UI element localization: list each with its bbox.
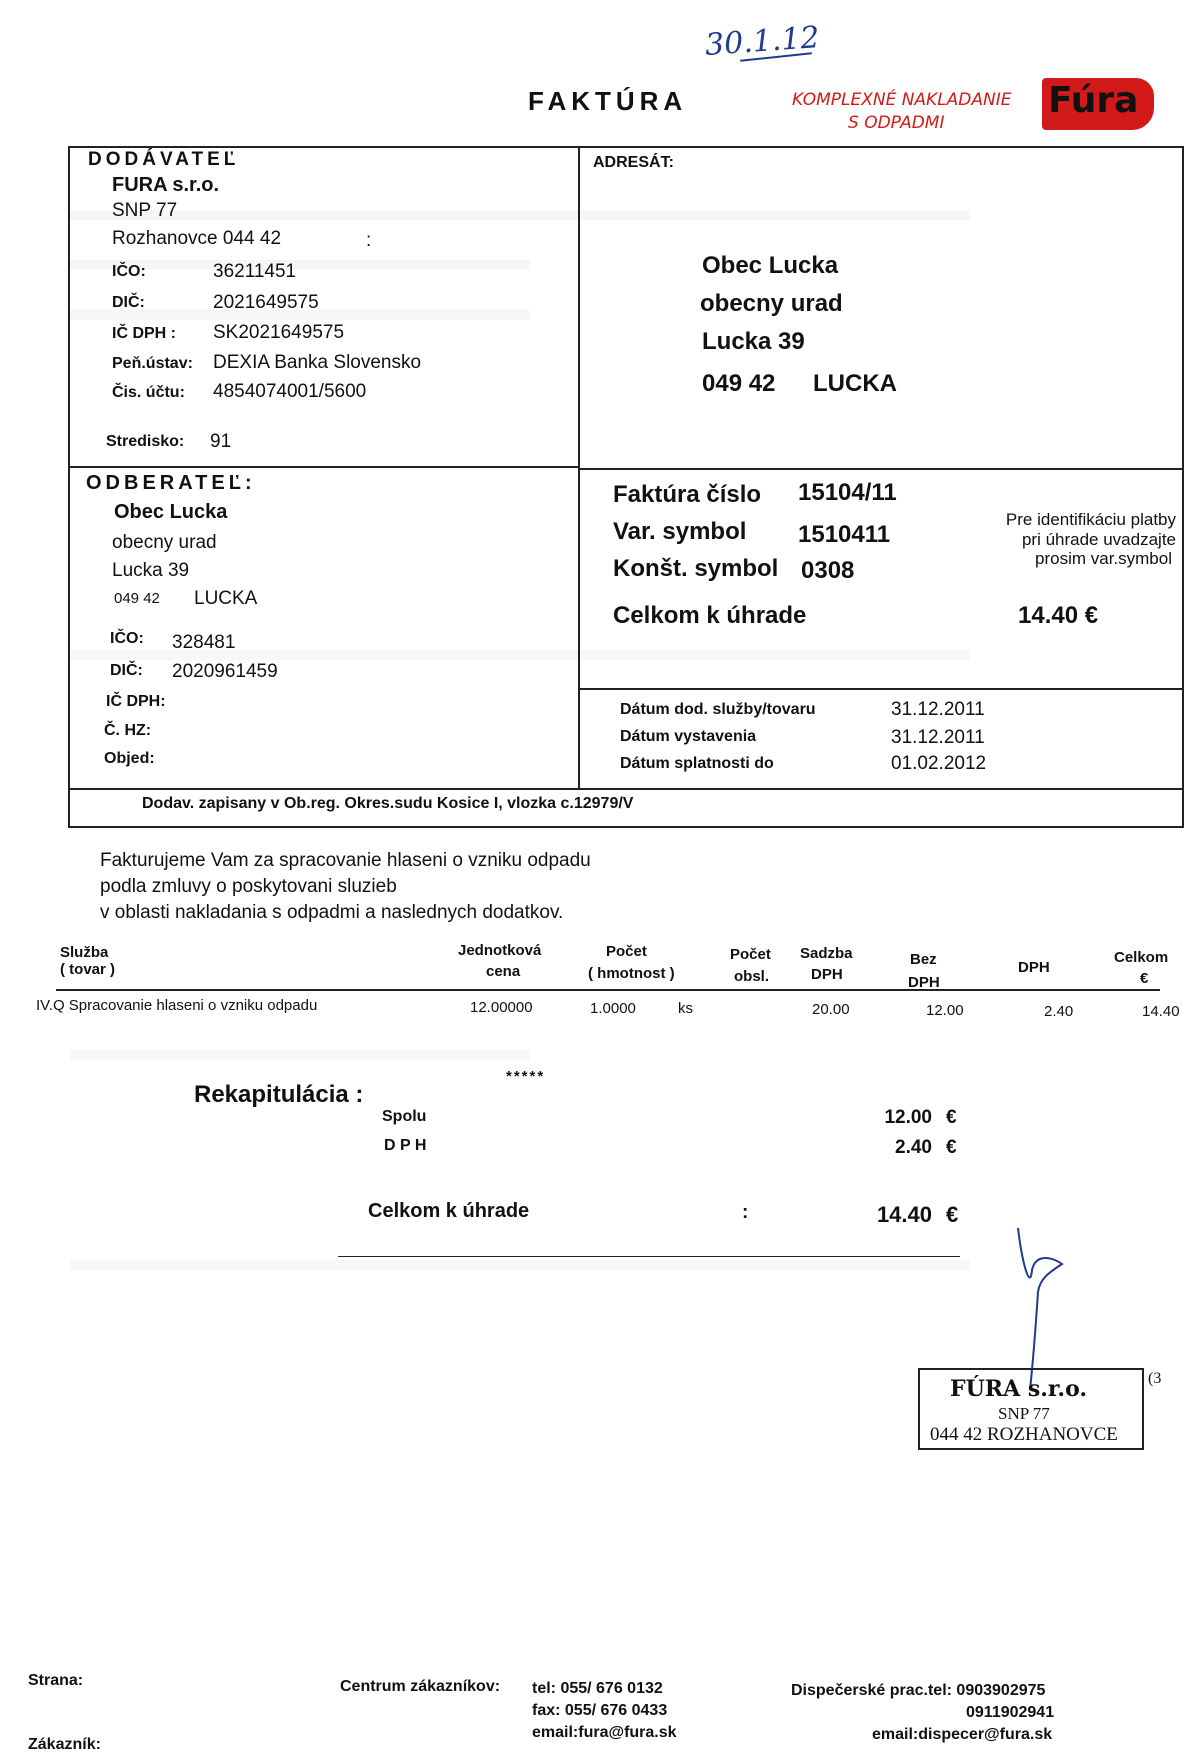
divider-invoice-dates xyxy=(580,688,1182,690)
row-unit-price: 12.00000 xyxy=(470,999,533,1016)
date-issue-label: Dátum vystavenia xyxy=(620,728,757,745)
invoice-total: 14.40 € xyxy=(1018,602,1099,629)
row-rate: 20.00 xyxy=(812,1001,850,1018)
footer-page-label: Strana: xyxy=(28,1672,84,1689)
customer-header: ODBERATEĽ: xyxy=(86,472,256,494)
customer-hz-label: Č. HZ: xyxy=(104,722,152,739)
row-vat: 2.40 xyxy=(1044,1003,1074,1020)
th-rate-2: DPH xyxy=(811,966,843,983)
footer-tel: tel: 055/ 676 0132 xyxy=(532,1680,663,1697)
var-symbol: 1510411 xyxy=(798,521,891,548)
customer-order-label: Objed: xyxy=(104,750,155,767)
customer-ico-value: 328481 xyxy=(172,632,236,653)
registry-note: Dodav. zapisany v Ob.reg. Okres.sudu Kosice I, vlozka c.12979/V xyxy=(142,795,634,812)
recap-total-currency: € xyxy=(946,1202,959,1227)
invoice-total-label: Celkom k úhrade xyxy=(613,602,807,629)
row-service: IV.Q Spracovanie hlaseni o vzniku odpadu xyxy=(36,997,318,1014)
supplier-account-label: Čis. účtu: xyxy=(112,384,185,401)
divider-supplier-customer xyxy=(68,466,580,468)
th-unit-2: cena xyxy=(486,963,521,980)
payment-note-line2: pri úhrade uvadzajte xyxy=(1021,530,1176,549)
supplier-dic-label: DIČ: xyxy=(112,294,145,311)
customer-zip: 049 42 xyxy=(114,590,160,607)
recap-dph-currency: € xyxy=(946,1137,957,1158)
customer-line2: obecny urad xyxy=(112,532,217,553)
divider-address-invoice xyxy=(580,468,1182,470)
customer-icdph-label: IČ DPH: xyxy=(106,693,166,710)
supplier-name: FURA s.r.o. xyxy=(112,174,220,196)
supplier-ico-label: IČO: xyxy=(112,263,146,280)
supplier-ico-value: 36211451 xyxy=(213,261,297,282)
table-stars: ***** xyxy=(506,1068,546,1085)
th-count-2: obsl. xyxy=(734,968,770,985)
const-symbol-label: Konšt. symbol xyxy=(613,555,779,582)
divider-registry xyxy=(68,788,1182,790)
recap-total-colon: : xyxy=(742,1202,749,1223)
supplier-city: Rozhanovce 044 42 xyxy=(112,228,282,249)
customer-city: LUCKA xyxy=(194,588,258,609)
stamp-name: FÚRA s.r.o. xyxy=(950,1376,1088,1402)
stamp-city: 044 42 ROZHANOVCE xyxy=(930,1424,1118,1445)
th-total-2: € xyxy=(1140,970,1149,987)
supplier-bank-value: DEXIA Banka Slovensko xyxy=(213,352,422,373)
addressee-zip: 049 42 xyxy=(702,370,776,397)
handwritten-date: 30.1.12 xyxy=(703,20,821,63)
date-delivery-label: Dátum dod. služby/tovaru xyxy=(620,701,816,718)
th-qty-1: Počet xyxy=(606,943,647,960)
company-stamp xyxy=(918,1368,1144,1450)
document-title: FAKTÚRA xyxy=(528,86,688,116)
intro-line3: v oblasti nakladania s odpadmi a naslednych dodatkov. xyxy=(100,902,564,923)
brand-slogan-line2: S ODPADMI xyxy=(848,113,945,133)
payment-note-line1: Pre identifikáciu platby xyxy=(1005,510,1176,529)
recap-dph-label: D P H xyxy=(384,1137,427,1154)
supplier-center-label: Stredisko: xyxy=(106,433,185,450)
footer-fax: fax: 055/ 676 0433 xyxy=(532,1702,668,1719)
footer-dispatch-email: email:dispecer@fura.sk xyxy=(872,1726,1053,1743)
th-qty-2: ( hmotnost ) xyxy=(588,965,675,982)
row-qty: 1.0000 xyxy=(590,1000,636,1017)
row-unit: ks xyxy=(678,1000,693,1017)
addressee-line1: Obec Lucka xyxy=(702,252,839,279)
supplier-center-value: 91 xyxy=(210,431,232,452)
recap-dph-value: 2.40 xyxy=(895,1137,932,1158)
customer-ico-label: IČO: xyxy=(110,630,144,647)
footer-dispatch-phone2: 0911902941 xyxy=(966,1704,1055,1721)
intro-line2: podla zmluvy o poskytovani sluzieb xyxy=(100,876,397,897)
footer-center-label: Centrum zákazníkov: xyxy=(340,1678,501,1695)
payment-note-line3: prosim var.symbol xyxy=(1035,549,1172,568)
var-symbol-label: Var. symbol xyxy=(613,518,747,545)
th-rate-1: Sadzba xyxy=(800,945,853,962)
th-service-2: ( tovar ) xyxy=(60,961,116,978)
footer-customer-label: Zákazník: xyxy=(28,1736,101,1753)
supplier-header: DODÁVATEĽ xyxy=(88,149,240,170)
brand-logo xyxy=(1042,78,1154,130)
addressee-line2: obecny urad xyxy=(700,290,843,317)
recap-spolu-currency: € xyxy=(946,1107,957,1128)
stamp-street: SNP 77 xyxy=(998,1404,1050,1423)
customer-name: Obec Lucka xyxy=(114,501,228,523)
date-delivery-value: 31.12.2011 xyxy=(891,699,985,720)
invoice-number: 15104/11 xyxy=(798,479,897,506)
recap-spolu-label: Spolu xyxy=(382,1108,427,1125)
addressee-header: ADRESÁT: xyxy=(593,154,674,171)
intro-line1: Fakturujeme Vam za spracovanie hlaseni o vzniku odpadu xyxy=(100,850,591,871)
recap-total-rule xyxy=(338,1256,960,1257)
supplier-street: SNP 77 xyxy=(112,200,178,221)
supplier-account-value: 4854074001/5600 xyxy=(213,381,367,402)
brand-logo-text: Fúra xyxy=(1048,80,1139,121)
recap-spolu-value: 12.00 xyxy=(884,1107,932,1128)
row-total: 14.40 xyxy=(1142,1003,1180,1020)
table-header-rule xyxy=(56,989,1160,991)
addressee-line3: Lucka 39 xyxy=(702,328,805,355)
customer-dic-label: DIČ: xyxy=(110,662,143,679)
row-base: 12.00 xyxy=(926,1002,964,1019)
supplier-icdph-value: SK2021649575 xyxy=(213,322,345,343)
recap-total-label: Celkom k úhrade xyxy=(368,1200,530,1222)
recap-total-value: 14.40 xyxy=(876,1202,932,1227)
recap-title: Rekapitulácia : xyxy=(194,1081,364,1108)
supplier-colon-mark: : xyxy=(366,230,372,251)
th-base-1: Bez xyxy=(910,951,937,968)
footer-email: email:fura@fura.sk xyxy=(532,1724,677,1741)
supplier-icdph-label: IČ DPH : xyxy=(112,325,176,342)
brand-slogan-line1: KOMPLEXNÉ NAKLADANIE xyxy=(792,90,1012,110)
invoice-number-label: Faktúra číslo xyxy=(613,481,762,508)
th-count-1: Počet xyxy=(730,946,771,963)
th-base-2: DPH xyxy=(908,974,940,991)
supplier-dic-value: 2021649575 xyxy=(213,292,319,313)
signature-mark xyxy=(1010,1222,1080,1392)
date-due-value: 01.02.2012 xyxy=(891,753,987,774)
th-service-1: Služba xyxy=(60,944,109,961)
date-due-label: Dátum splatnosti do xyxy=(620,755,774,772)
supplier-bank-label: Peň.ústav: xyxy=(112,355,193,372)
customer-line3: Lucka 39 xyxy=(112,560,190,581)
addressee-city: LUCKA xyxy=(813,370,897,397)
th-vat: DPH xyxy=(1018,959,1050,976)
date-issue-value: 31.12.2011 xyxy=(891,727,985,748)
th-total-1: Celkom xyxy=(1114,949,1169,966)
footer-dispatch-label: Dispečerské prac.tel: 0903902975 xyxy=(791,1682,1046,1699)
customer-dic-value: 2020961459 xyxy=(172,661,278,682)
const-symbol: 0308 xyxy=(801,557,855,584)
th-unit-1: Jednotková xyxy=(458,942,542,959)
stamp-mark: (3 xyxy=(1148,1370,1162,1387)
